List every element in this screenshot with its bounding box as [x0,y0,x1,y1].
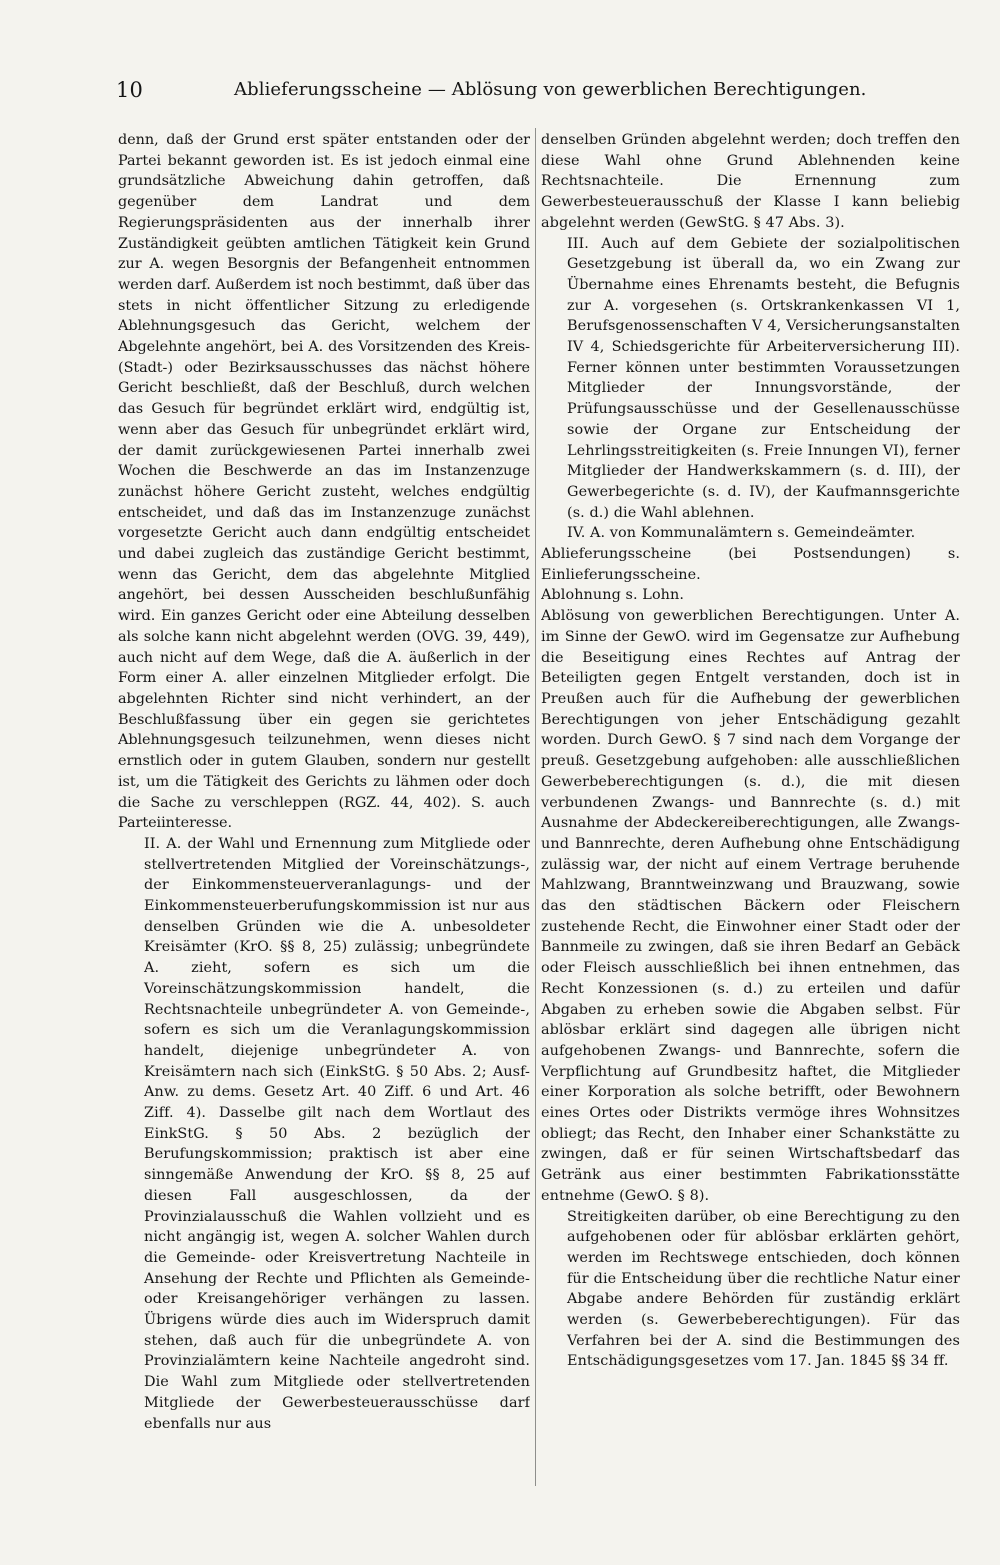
right-column [541,130,960,1480]
page-header [116,76,956,104]
left-paragraph-1: denn, daß der Grund erst später entstanden oder der Partei bekannt geworden ist. Es ist jedoch einmal eine grundsätzliche Abweichung dahin getroffen, daß gegenüber dem Landrat und dem Regierungspräsidenten aus der innerhalb ihrer Zuständigkeit geübten amtlichen Tätigkeit kein Grund zur A. wegen Besorgnis der Befangenheit entnommen werden darf. Außerdem ist noch bestimmt, daß über das stets in nicht öffentlicher Sitzung zu erledigende Ablehnungsgesuch das Gericht, welchem der Abgelehnte angehört, bei A. des Vorsitzenden des Kreis- (Stadt-) oder Bezirksausschusses das nächst höhere Gericht beschließt, daß der Beschluß, durch welchen das Gesuch für begründet erklärt wird, endgültig ist, wenn aber das Gesuch für unbegründet erklärt wird, der damit zurückgewiesenen Partei innerhalb zwei Wochen die Beschwerde an das im Instanzenzuge zunächst höhere Gericht zusteht, welches endgültig entscheidet, und daß das im Instanzenzuge zunächst vorgesetzte Gericht auch dann endgültig entscheidet und dabei zugleich das zuständige Gericht bestimmt, wenn das Gericht, dem das abgelehnte Mitglied angehört, bei dessen Ausscheiden beschlußunfähig wird. Ein ganzes Gericht oder eine Abteilung desselben als solche kann nicht abgelehnt werden (OVG. 39, 449), auch nicht auf dem Wege, daß die A. äußerlich in der Form einer A. aller einzelnen Mitglieder erfolgt. Die abgelehnten Richter sind nicht verhindert, an der Beschlußfassung über ein gegen sie gerichtetes Ablehnungsgesuch teilzunehmen, wenn dieses nicht ernstlich oder in gutem Glauben, sondern nur gestellt ist, um die Tätigkeit des Gerichts zu lähmen oder doch die Sache zu verschleppen (RGZ. 44, 402). S. auch Parteiinteresse. [118,132,530,832]
left-column [118,130,530,1480]
right-paragraph-1: denselben Gründen abgelehnt werden; doch treffen den diese Wahl ohne Grund Ablehnenden keine Rechtsnachteile. Die Ernennung zum Gewerbesteuerausschuß der Klasse I kann beliebig abgelehnt werden (GewStG. § 47 Abs. 3). [541,132,960,231]
page-number: 10 [116,78,144,102]
right-paragraph-5: Ablohnung s. Lohn. [541,587,685,604]
right-paragraph-3: IV. A. von Kommunalämtern s. Gemeindeämter. [567,525,916,542]
right-paragraph-6: Ablösung von gewerblichen Berechtigungen. Unter A. im Sinne der GewO. wird im Gegensatze zur Aufhebung die Beseitigung eines Rechtes auf Antrag der Beteiligten gegen Entgelt verstanden, doch ist in Preußen auch für die Aufhebung der gewerblichen Berechtigungen von jeher Entschädigung gezahlt worden. Durch GewO. § 7 sind nach dem Vorgange der preuß. Gesetzgebung aufgehoben: alle ausschließlichen Gewerbeberechtigungen (s. d.), die mit diesen verbundenen Zwangs- und Bannrechte (s. d.) mit Ausnahme der Abdeckereiberechtigungen, alle Zwangs- und Bannrechte, deren Aufhebung ohne Entschädigung zulässig war, der nicht auf einem Vertrage beruhende Mahlzwang, Branntweinzwang und Brauzwang, sowie das den städtischen Bäckern oder Fleischern zustehende Recht, die Einwohner einer Stadt oder der Bannmeile zu zwingen, daß sie ihren Bedarf an Gebäck oder Fleisch ausschließlich bei ihnen entnehmen, das Recht Konzessionen (s. d.) zu erteilen und dafür Abgaben zu erheben sowie die Abgaben selbst. Für ablösbar erklärt sind dagegen alle übrigen nicht aufgehobenen Zwangs- und Bannrechte, sofern die Verpflichtung auf Grundbesitz haftet, die Mitglieder einer Korporation als solche betrifft, oder Bewohnern eines Ortes oder Distrikts vermöge ihres Wohnsitzes obliegt; das Recht, den Inhaber einer Schankstätte zu zwingen, daß er für seinen Wirtschaftsbedarf das Getränk aus einer bestimmten Fabrikationsstätte entnehme (GewO. § 8). [541,608,960,1204]
right-paragraph-4: Ablieferungsscheine (bei Postsendungen) s. Einlieferungsscheine. [541,546,960,583]
left-paragraph-2: II. A. der Wahl und Ernennung zum Mitgliede oder stellvertretenden Mitglied der Voreinschätzungs-, der Einkommensteuerveranlagungs- und der Einkommensteuerberufungskommission ist nur aus denselben Gründen wie die A. unbesoldeter Kreisämter (KrO. §§ 8, 25) zulässig; unbegründete A. zieht, sofern es sich um die Voreinschätzungskommission handelt, die Rechtsnachteile unbegründeter A. von Gemeinde-, sofern es sich um die Veranlagungskommission handelt, diejenige unbegründeter A. von Kreisämtern nach sich (EinkStG. § 50 Abs. 2; Ausf-Anw. zu dems. Gesetz Art. 40 Ziff. 6 und Art. 46 Ziff. 4). Dasselbe gilt nach dem Wortlaut des EinkStG. § 50 Abs. 2 bezüglich der Berufungskommission; praktisch ist aber eine sinngemäße Anwendung der KrO. §§ 8, 25 auf diesen Fall ausgeschlossen, da der Provinzialausschuß die Wahlen vollzieht und es nicht angängig ist, wegen A. solcher Wahlen durch die Gemeinde- oder Kreisvertretung Nachteile in Ansehung der Rechte und Pflichten als Gemeinde- oder Kreisangehöriger verhängen zu lassen. Übrigens würde dies auch im Widerspruch damit stehen, daß auch für die unbegründete A. von Provinzialämtern keine Nachteile angedroht sind. Die Wahl zum Mitgliede oder stellvertretenden Mitgliede der Gewerbesteuerausschüsse darf ebenfalls nur aus [144,835,530,1432]
running-head: Ablieferungsscheine — Ablösung von gewerblichen Berechtigungen. [234,79,867,100]
right-paragraph-2: III. Auch auf dem Gebiete der sozialpolitischen Gesetzgebung ist überall da, wo ein Zwang zur Übernahme eines Ehrenamts besteht, die Befugnis zur A. vorgesehen (s. Ortskrankenkassen VI 1, Berufsgenossenschaften V 4, Versicherungsanstalten IV 4, Schiedsgerichte für Arbeiterversicherung III). Ferner können unter bestimmten Voraussetzungen Mitglieder der Innungsvorstände, der Prüfungsausschüsse und der Gesellenausschüsse sowie der Organe zur Entscheidung der Lehrlingsstreitigkeiten (s. Freie Innungen VI), ferner Mitglieder der Handwerkskammern (s. d. III), der Gewerbegerichte (s. d. IV), der Kaufmannsgerichte (s. d.) die Wahl ablehnen. [567,235,960,521]
right-paragraph-7: Streitigkeiten darüber, ob eine Berechtigung zu den aufgehobenen oder für ablösbar erklärten gehört, werden im Rechtswege entschieden, doch können für die Entscheidung über die rechtliche Natur einer Abgabe andere Behörden für zuständig erklärt werden (s. Gewerbeberechtigungen). Für das Verfahren bei der A. sind die Bestimmungen des Entschädigungsgesetzes vom 17. Jan. 1845 §§ 34 ff. [567,1208,960,1370]
column-divider [535,128,536,1486]
